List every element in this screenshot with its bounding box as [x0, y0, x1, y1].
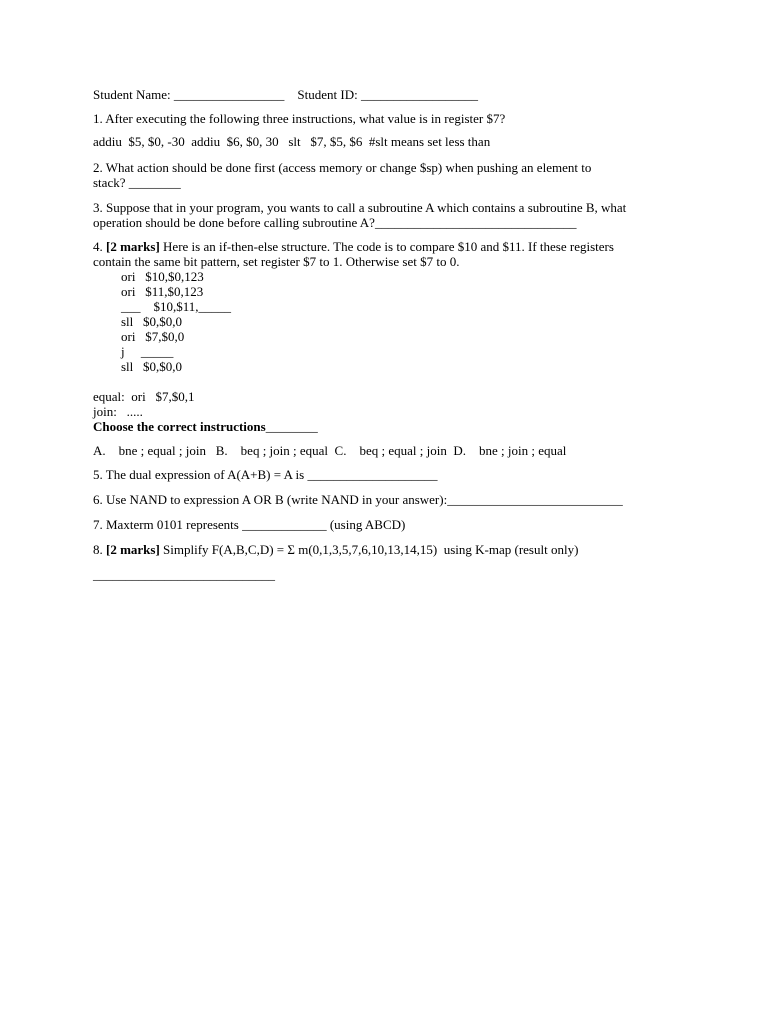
student-header	[93, 87, 693, 102]
question-4-line-1	[93, 239, 693, 254]
choose-instructions	[93, 419, 693, 434]
spacer	[93, 374, 693, 389]
question-8-text	[93, 542, 693, 557]
code-line: j _____	[121, 344, 174, 359]
equal-label-line: equal: ori $7,$0,1	[93, 389, 195, 404]
exam-page	[93, 87, 693, 582]
join-label-line: join: .....	[93, 404, 143, 419]
question-5: 5. The dual expression of A(A+B) = A is ____________________	[93, 467, 438, 482]
question-8-answer-line: ____________________________	[93, 567, 275, 582]
question-2-line-1: 2. What action should be done first (access memory or change $sp) when pushing an element to	[93, 160, 592, 175]
code-line: sll $0,$0,0	[121, 359, 183, 374]
choose-instructions-blank: ________	[265, 419, 318, 434]
question-6: 6. Use NAND to expression A OR B (write NAND in your answer):___________________________	[93, 492, 623, 507]
code-line: ori $11,$0,123	[121, 284, 204, 299]
question-8-marks: [2 marks]	[106, 542, 160, 557]
question-3-line-1: 3. Suppose that in your program, you wants to call a subroutine A which contains a subroutine B, what	[93, 200, 627, 215]
question-4-line-2: contain the same bit pattern, set register $7 to 1. Otherwise set $7 to 0.	[93, 254, 460, 269]
question-4-marks: [2 marks]	[106, 239, 160, 254]
choose-instructions-label: Choose the correct instructions	[93, 419, 266, 434]
question-7: 7. Maxterm 0101 represents _____________ (using ABCD)	[93, 517, 406, 532]
question-1-code: addiu $5, $0, -30 addiu $6, $0, 30 slt $7, $5, $6 #slt means set less than	[93, 134, 491, 149]
question-8-rest: Simplify F(A,B,C,D) = Σ m(0,1,3,5,7,6,10,13,14,15) using K-map (result only)	[159, 542, 579, 557]
question-2-line-2: stack? ________	[93, 175, 181, 190]
question-4	[93, 239, 693, 458]
student-id-field: Student ID: __________________	[297, 87, 478, 102]
question-4-intro: Here is an if-then-else structure. The code is to compare $10 and $11. If these registers	[159, 239, 614, 254]
code-line: ___ $10,$11,_____	[121, 299, 232, 314]
question-3-line-2: operation should be done before calling subroutine A?_______________________________	[93, 215, 577, 230]
question-4-options: A. bne ; equal ; join B. beq ; join ; equal C. beq ; equal ; join D. bne ; join ; equal	[93, 443, 567, 458]
question-8	[93, 542, 693, 582]
question-1-text: 1. After executing the following three instructions, what value is in register $7?	[93, 111, 506, 126]
question-1	[93, 111, 693, 149]
code-line: ori $10,$0,123	[121, 269, 204, 284]
question-8-number: 8.	[93, 542, 106, 557]
code-line: sll $0,$0,0	[121, 314, 183, 329]
code-line: ori $7,$0,0	[121, 329, 185, 344]
student-name-field: Student Name: _________________	[93, 87, 285, 102]
question-4-number: 4.	[93, 239, 106, 254]
question-3	[93, 200, 693, 230]
question-2	[93, 160, 693, 190]
